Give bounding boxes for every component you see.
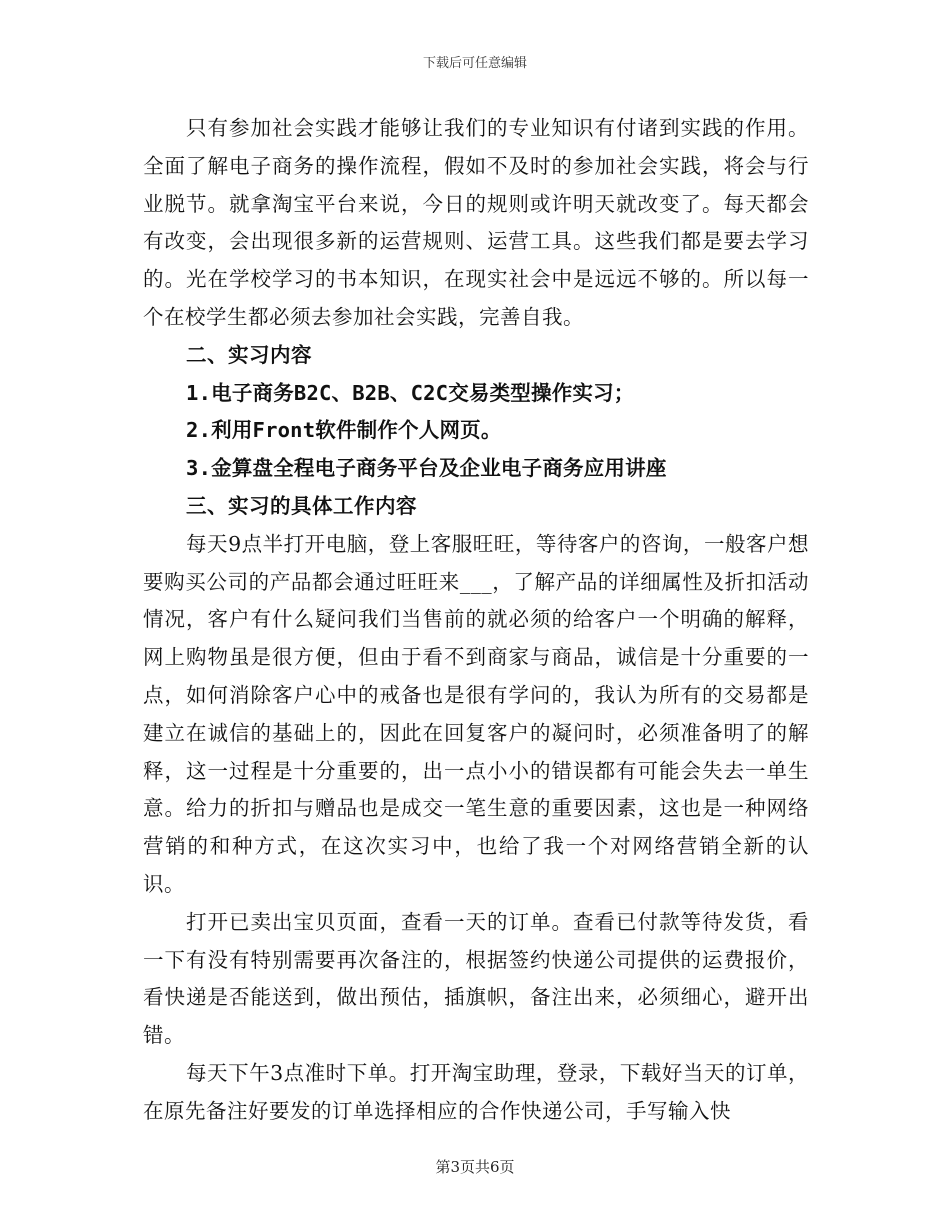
section-heading-internship-content: 二、实习内容 xyxy=(186,342,313,367)
list-item-3: 3.金算盘全程电子商务平台及企业电子商务应用讲座 xyxy=(186,456,667,481)
paragraph-customer-service: 每天9点半打开电脑，登上客服旺旺，等待客户的咨询，一般客户想要购买公司的产品都会通过旺旺来___，了解产品的详细属性及折扣活动情况，客户有什么疑问我们当售前的就必须的给客户一个明确的解释，网上购物虽是很方便，但由于看不到商家与商品，诚信是十分重要的一点，如何消除客户心中的戒备也是很有学问的，我认为所有的交易都是建立在诚信的基础上的，因此在回复客户的凝问时，必须准备明了的解释，这一过程是十分重要的，出一点小小的错误都有可能会失去一单生意。给力的折扣与赠品也是成交一笔生意的重要因素，这也是一种网络营销的和种方式，在这次实习中，也给了我一个对网络营销全新的认识。 xyxy=(143,531,809,896)
document-body xyxy=(143,110,809,1131)
section-heading-work-details: 三、实习的具体工作内容 xyxy=(186,493,418,518)
paragraph-orders: 打开已卖出宝贝页面，查看一天的订单。查看已付款等待发货，看一下有没有特别需要再次备注的，根据签约快递公司提供的运费报价，看快递是否能送到，做出预估，插旗帜，备注出来，必须细心，避开出错。 xyxy=(143,909,809,1048)
paragraph-shipping: 每天下午3点准时下单。打开淘宝助理，登录，下载好当天的订单，在原先备注好要发的订单选择相应的合作快递公司，手写输入快 xyxy=(143,1060,809,1123)
page-header: 下载后可任意编辑 xyxy=(422,56,527,71)
page-footer: 第3页共6页 xyxy=(435,1158,515,1176)
paragraph-practice-importance: 只有参加社会实践才能够让我们的专业知识有付诸到实践的作用。全面了解电子商务的操作流程，假如不及时的参加社会实践，将会与行业脱节。就拿淘宝平台来说，今日的规则或许明天就改变了。每天都会有改变，会出现很多新的运营规则、运营工具。这些我们都是要去学习的。光在学校学习的书本知识，在现实社会中是远远不够的。所以每一个在校学生都必须去参加社会实践，完善自我。 xyxy=(143,116,809,329)
list-item-1: 1.电子商务B2C、B2B、C2C交易类型操作实习； xyxy=(186,380,635,405)
list-item-2: 2.利用Front软件制作个人网页。 xyxy=(186,418,502,443)
